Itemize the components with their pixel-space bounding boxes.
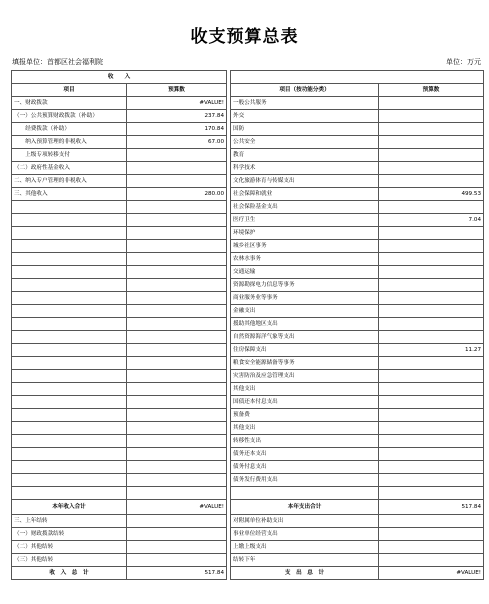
expense-amount-cell: [379, 240, 484, 253]
expense-amount-cell: [379, 331, 484, 344]
expense-amount-cell: 517.84: [379, 500, 484, 515]
table-row: [12, 110, 484, 123]
table-row: [12, 214, 484, 227]
income-item-cell: 三、上年结转: [12, 515, 127, 528]
table-row: [12, 201, 484, 214]
expense-item-cell: 农林水事务: [231, 253, 379, 266]
expense-item-cell: 事业单位经营支出: [231, 528, 379, 541]
expense-amount-cell: [379, 305, 484, 318]
income-item-cell: 二、纳入专户管理的非税收入: [12, 175, 127, 188]
expense-item-cell: 支 出 总 计: [231, 567, 379, 580]
table-row: [12, 541, 484, 554]
table-row: [12, 448, 484, 461]
expense-amount-cell: [379, 318, 484, 331]
income-amount-cell: 67.00: [127, 136, 227, 149]
income-item-cell: [12, 266, 127, 279]
income-amount-cell: [127, 474, 227, 487]
expense-amount-cell: [379, 383, 484, 396]
expense-item-cell: 一般公共服务: [231, 97, 379, 110]
income-amount-cell: [127, 227, 227, 240]
income-item-cell: （三）其他结转: [12, 554, 127, 567]
expense-item-cell: 债务发行费用支出: [231, 474, 379, 487]
income-item-cell: [12, 448, 127, 461]
income-amount-cell: [127, 331, 227, 344]
income-item-cell: （二）其他结转: [12, 541, 127, 554]
income-amount-cell: [127, 279, 227, 292]
income-amount-cell: [127, 422, 227, 435]
expense-item-cell: 本年支出合计: [231, 500, 379, 515]
income-amount-cell: [127, 541, 227, 554]
expense-item-cell: 外交: [231, 110, 379, 123]
income-item-cell: [12, 227, 127, 240]
expense-item-cell: 科学技术: [231, 162, 379, 175]
expense-amount-cell: [379, 149, 484, 162]
income-amount-cell: 170.84: [127, 123, 227, 136]
income-item-cell: [12, 344, 127, 357]
income-item-cell: [12, 292, 127, 305]
income-item-cell: 本年收入合计: [12, 500, 127, 515]
expense-amount-cell: [379, 487, 484, 500]
income-amount-cell: [127, 318, 227, 331]
table-row: [12, 383, 484, 396]
expense-item-cell: 文化旅游体育与传媒支出: [231, 175, 379, 188]
expense-amount-cell: [379, 396, 484, 409]
expense-item-cell: 城乡社区事务: [231, 240, 379, 253]
expense-amount-cell: 11.27: [379, 344, 484, 357]
expense-amount-cell: [379, 461, 484, 474]
expense-amount-cell: [379, 162, 484, 175]
income-item-cell: [12, 331, 127, 344]
income-item-cell: 纳入预算管理的非税收入: [12, 136, 127, 149]
income-item-cell: [12, 279, 127, 292]
table-row: [12, 162, 484, 175]
income-item-cell: 经费拨款（补助）: [12, 123, 127, 136]
expense-amount-cell: 499.53: [379, 188, 484, 201]
table-row: [12, 188, 484, 201]
expense-amount-cell: [379, 201, 484, 214]
income-amount-cell: [127, 435, 227, 448]
income-amount-cell: 280.00: [127, 188, 227, 201]
income-amount-cell: #VALUE!: [127, 500, 227, 515]
expense-amount-cell: [379, 110, 484, 123]
expense-amount-cell: [379, 515, 484, 528]
expense-item-cell: 资源勘探电力信息等事务: [231, 279, 379, 292]
expense-item-cell: 其他支出: [231, 383, 379, 396]
income-item-cell: 三、其他收入: [12, 188, 127, 201]
expense-item-cell: 国债还本付息支出: [231, 396, 379, 409]
expense-item-cell: 商业服务业等事务: [231, 292, 379, 305]
expense-item-cell: 教育: [231, 149, 379, 162]
income-item-cell: [12, 422, 127, 435]
table-row: [12, 136, 484, 149]
income-item-cell: （一）公共预算财政拨款（补助）: [12, 110, 127, 123]
table-row: [12, 396, 484, 409]
expense-amount-cell: [379, 266, 484, 279]
expense-amount-cell: [379, 554, 484, 567]
income-amount-cell: [127, 162, 227, 175]
expense-amount-cell: [379, 370, 484, 383]
budget-table: [11, 70, 484, 580]
income-amount-cell: [127, 344, 227, 357]
expense-item-cell: 结转下年: [231, 554, 379, 567]
income-item-cell: （一）财政拨款结转: [12, 528, 127, 541]
expense-item-cell: 粮食安全能源储备等事务: [231, 357, 379, 370]
expense-item-cell: 环境保护: [231, 227, 379, 240]
expense-amount-header: 预算数: [379, 84, 484, 97]
expense-item-header: 项目（按功能分类）: [231, 84, 379, 97]
income-amount-cell: [127, 214, 227, 227]
expense-amount-cell: [379, 409, 484, 422]
expense-amount-cell: [379, 253, 484, 266]
expense-amount-cell: [379, 448, 484, 461]
income-amount-cell: 237.84: [127, 110, 227, 123]
income-amount-cell: #VALUE!: [127, 97, 227, 110]
income-item-cell: [12, 396, 127, 409]
income-amount-cell: [127, 175, 227, 188]
expense-item-cell: 社会保障和就业: [231, 188, 379, 201]
expense-item-cell: 医疗卫生: [231, 214, 379, 227]
income-item-cell: [12, 461, 127, 474]
expense-item-cell: 金融支出: [231, 305, 379, 318]
income-item-header: 项目: [12, 84, 127, 97]
page-title: 收支预算总表: [190, 27, 299, 47]
table-row: [12, 240, 484, 253]
income-item-cell: （二）政府性基金收入: [12, 162, 127, 175]
table-row: [12, 279, 484, 292]
table-row: [12, 253, 484, 266]
income-item-cell: 上级专项转移支付: [12, 149, 127, 162]
expense-item-cell: 自然资源海洋气象等支出: [231, 331, 379, 344]
expense-item-cell: 上缴上级支出: [231, 541, 379, 554]
table-row: [12, 435, 484, 448]
expense-amount-cell: #VALUE!: [379, 567, 484, 580]
table-row: [12, 175, 484, 188]
expense-amount-cell: [379, 541, 484, 554]
income-amount-cell: [127, 292, 227, 305]
expense-amount-cell: [379, 357, 484, 370]
expense-amount-cell: [379, 175, 484, 188]
table-row: [12, 97, 484, 110]
expense-amount-cell: [379, 474, 484, 487]
table-row: [12, 149, 484, 162]
unit-label: 填报单位：首都区社会福利院: [12, 58, 103, 66]
table-row: [12, 266, 484, 279]
expense-item-cell: 债务还本支出: [231, 448, 379, 461]
income-amount-cell: [127, 240, 227, 253]
table-row: [12, 409, 484, 422]
income-amount-header: 预算数: [127, 84, 227, 97]
income-item-cell: [12, 435, 127, 448]
table-row: [12, 487, 484, 500]
income-item-cell: [12, 357, 127, 370]
expense-amount-cell: [379, 279, 484, 292]
income-item-cell: 收 入 总 计: [12, 567, 127, 580]
expense-item-cell: 国防: [231, 123, 379, 136]
income-amount-cell: 517.84: [127, 567, 227, 580]
table-row: [12, 331, 484, 344]
expense-item-cell: 住房保障支出: [231, 344, 379, 357]
expense-item-cell: 其他支出: [231, 422, 379, 435]
expense-item-cell: 公共安全: [231, 136, 379, 149]
expense-amount-cell: [379, 97, 484, 110]
expense-item-cell: 对附属单位补助支出: [231, 515, 379, 528]
expense-item-cell: 转移性支出: [231, 435, 379, 448]
income-item-cell: [12, 409, 127, 422]
income-amount-cell: [127, 149, 227, 162]
income-item-cell: [12, 487, 127, 500]
currency-label: 单位：万元: [446, 58, 481, 66]
expense-item-cell: 债务付息支出: [231, 461, 379, 474]
table-row: [12, 344, 484, 357]
expense-amount-cell: [379, 528, 484, 541]
income-amount-cell: [127, 370, 227, 383]
expense-amount-cell: [379, 227, 484, 240]
table-row: [12, 318, 484, 331]
table-row: [12, 515, 484, 528]
table-row: [12, 305, 484, 318]
income-section-header: 收 入: [12, 71, 227, 84]
income-amount-cell: [127, 266, 227, 279]
expense-item-cell: 预备费: [231, 409, 379, 422]
table-row: [12, 123, 484, 136]
income-amount-cell: [127, 487, 227, 500]
income-amount-cell: [127, 528, 227, 541]
grand-total-row: [12, 567, 484, 580]
income-item-cell: [12, 214, 127, 227]
table-row: [12, 474, 484, 487]
table-row: [12, 554, 484, 567]
expense-item-cell: 交通运输: [231, 266, 379, 279]
table-row: [12, 357, 484, 370]
total-row: [12, 500, 484, 515]
income-amount-cell: [127, 409, 227, 422]
income-item-cell: [12, 370, 127, 383]
expense-amount-cell: [379, 136, 484, 149]
income-item-cell: [12, 253, 127, 266]
income-amount-cell: [127, 357, 227, 370]
expense-amount-cell: 7.04: [379, 214, 484, 227]
income-item-cell: [12, 240, 127, 253]
expense-amount-cell: [379, 292, 484, 305]
income-amount-cell: [127, 305, 227, 318]
expense-item-cell: 社会保险基金支出: [231, 201, 379, 214]
income-amount-cell: [127, 253, 227, 266]
income-item-cell: 一、财政拨款: [12, 97, 127, 110]
income-item-cell: [12, 201, 127, 214]
table-row: [12, 528, 484, 541]
income-item-cell: [12, 383, 127, 396]
table-row: [12, 461, 484, 474]
income-amount-cell: [127, 515, 227, 528]
income-item-cell: [12, 318, 127, 331]
expense-item-cell: [231, 487, 379, 500]
income-item-cell: [12, 474, 127, 487]
income-amount-cell: [127, 383, 227, 396]
income-amount-cell: [127, 201, 227, 214]
income-item-cell: [12, 305, 127, 318]
table-row: [12, 370, 484, 383]
expense-amount-cell: [379, 123, 484, 136]
table-row: [12, 227, 484, 240]
expense-item-cell: 灾害防治及应急管理支出: [231, 370, 379, 383]
expense-item-cell: 援助其他地区支出: [231, 318, 379, 331]
expense-amount-cell: [379, 435, 484, 448]
expense-amount-cell: [379, 422, 484, 435]
table-row: [12, 292, 484, 305]
table-row: [12, 422, 484, 435]
income-amount-cell: [127, 461, 227, 474]
income-amount-cell: [127, 396, 227, 409]
income-amount-cell: [127, 448, 227, 461]
income-amount-cell: [127, 554, 227, 567]
